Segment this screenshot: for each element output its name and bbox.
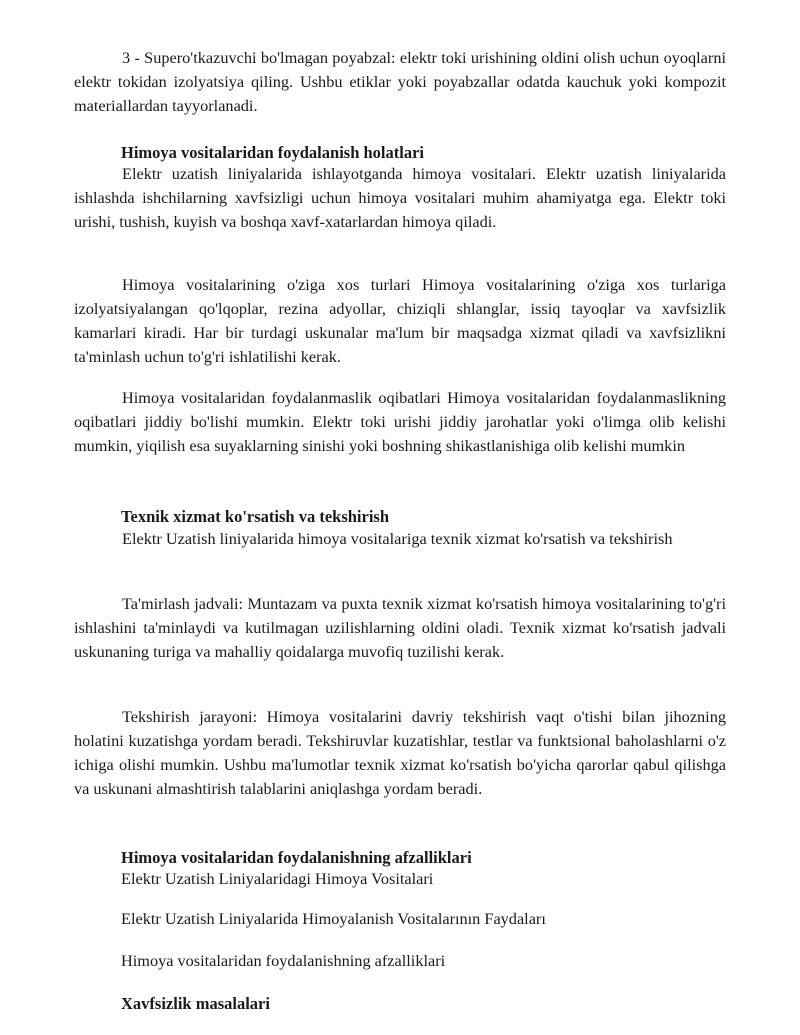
- paragraph-inspection-process: Tekshirish jarayoni: Himoya vositalarini davriy tekshirish vaqt o'tishi bilan jihozning holatini kuzatishga yordam beradi. Tekshiruvlar kuzatishlar, testlar va funktsional baholashlarni o'z ichiga olishi mumkin. Ushbu ma'lumotlar texnik xizmat ko'rsatish bo'yicha qarorlar qabul qilishga va uskunani almashtirish talablarini aniqlashga yordam beradi.: [74, 707, 726, 798]
- paragraph-usage-intro: Elektr uzatish liniyalarida ishlayotganda himoya vositalari. Elektr uzatish liniyalarida ishlashda ishchilarning xavfsizligi uchun himoya vositalari muhim ahamiyatga ega. Elektr toki urishi, tushish, kuyish va boshqa xavf-xatarlardan himoya qiladi.: [74, 164, 726, 231]
- paragraph-maintenance-intro: Elektr Uzatish liniyalarida himoya vositalariga texnik xizmat ko'rsatish va tekshirish: [122, 529, 673, 548]
- paragraph-consequences: Himoya vositalaridan foydalanmaslik oqibatlari Himoya vositalaridan foydalanmaslikning oqibatlari jiddiy bo'lishi mumkin. Elektr toki urishi jiddiy jarohatlar yoki o'limga olib kelishi mumkin, yiqilish esa suyaklarning sinishi yoki boshning shikastlanishiga olib kelishi mumkin: [74, 388, 726, 455]
- heading-usage-cases: Himoya vositalaridan foydalanish holatlari: [121, 143, 424, 162]
- heading-maintenance: Texnik xizmat ko'rsatish va tekshirish: [121, 507, 390, 526]
- paragraph-repair-schedule: Ta'mirlash jadvali: Muntazam va puxta texnik xizmat ko'rsatish himoya vositalarining to'g'ri ishlashini ta'minlaydi va kutilmagan uzilishlarning oldini oladi. Texnik xizmat ko'rsatish jadvali uskunaning turiga va mahalliy qoidalarga muvofiq tuzilishi kerak.: [74, 594, 726, 661]
- heading-safety-issues: Xavfsizlik masalalari: [121, 994, 270, 1013]
- heading-advantages: Himoya vositalaridan foydalanishning afzalliklari: [121, 848, 472, 867]
- line-advantages: Himoya vositalaridan foydalanishning afzalliklari: [121, 951, 446, 970]
- paragraph-equipment-types: Himoya vositalarining o'ziga xos turlari Himoya vositalarining o'ziga xos turlariga izolyatsiyalangan qo'lqoplar, rezina adyollar, chiziqli shlanglar, issiq tayoqlar va xavfsizlik kamarlari kiradi. Har bir turdagi uskunalar ma'lum bir maqsadga xizmat qiladi va xavfsizlikni ta'minlash uchun to'g'ri ishlatilishi kerak.: [74, 275, 726, 366]
- line-protective-equipment: Elektr Uzatish Liniyalaridagi Himoya Vositalari: [121, 869, 434, 888]
- line-benefits: Elektr Uzatish Liniyalarida Himoyalanish Vositalarının Faydaları: [121, 909, 546, 928]
- paragraph-non-conductive-footwear: 3 - Supero'tkazuvchi bo'lmagan poyabzal: elektr toki urishining oldini olish uchun oyoqlarni elektr tokidan izolyatsiya qiling. Ushbu etiklar yoki poyabzallar odatda kauchuk yoki kompozit materiallardan tayyorlanadi.: [74, 48, 726, 115]
